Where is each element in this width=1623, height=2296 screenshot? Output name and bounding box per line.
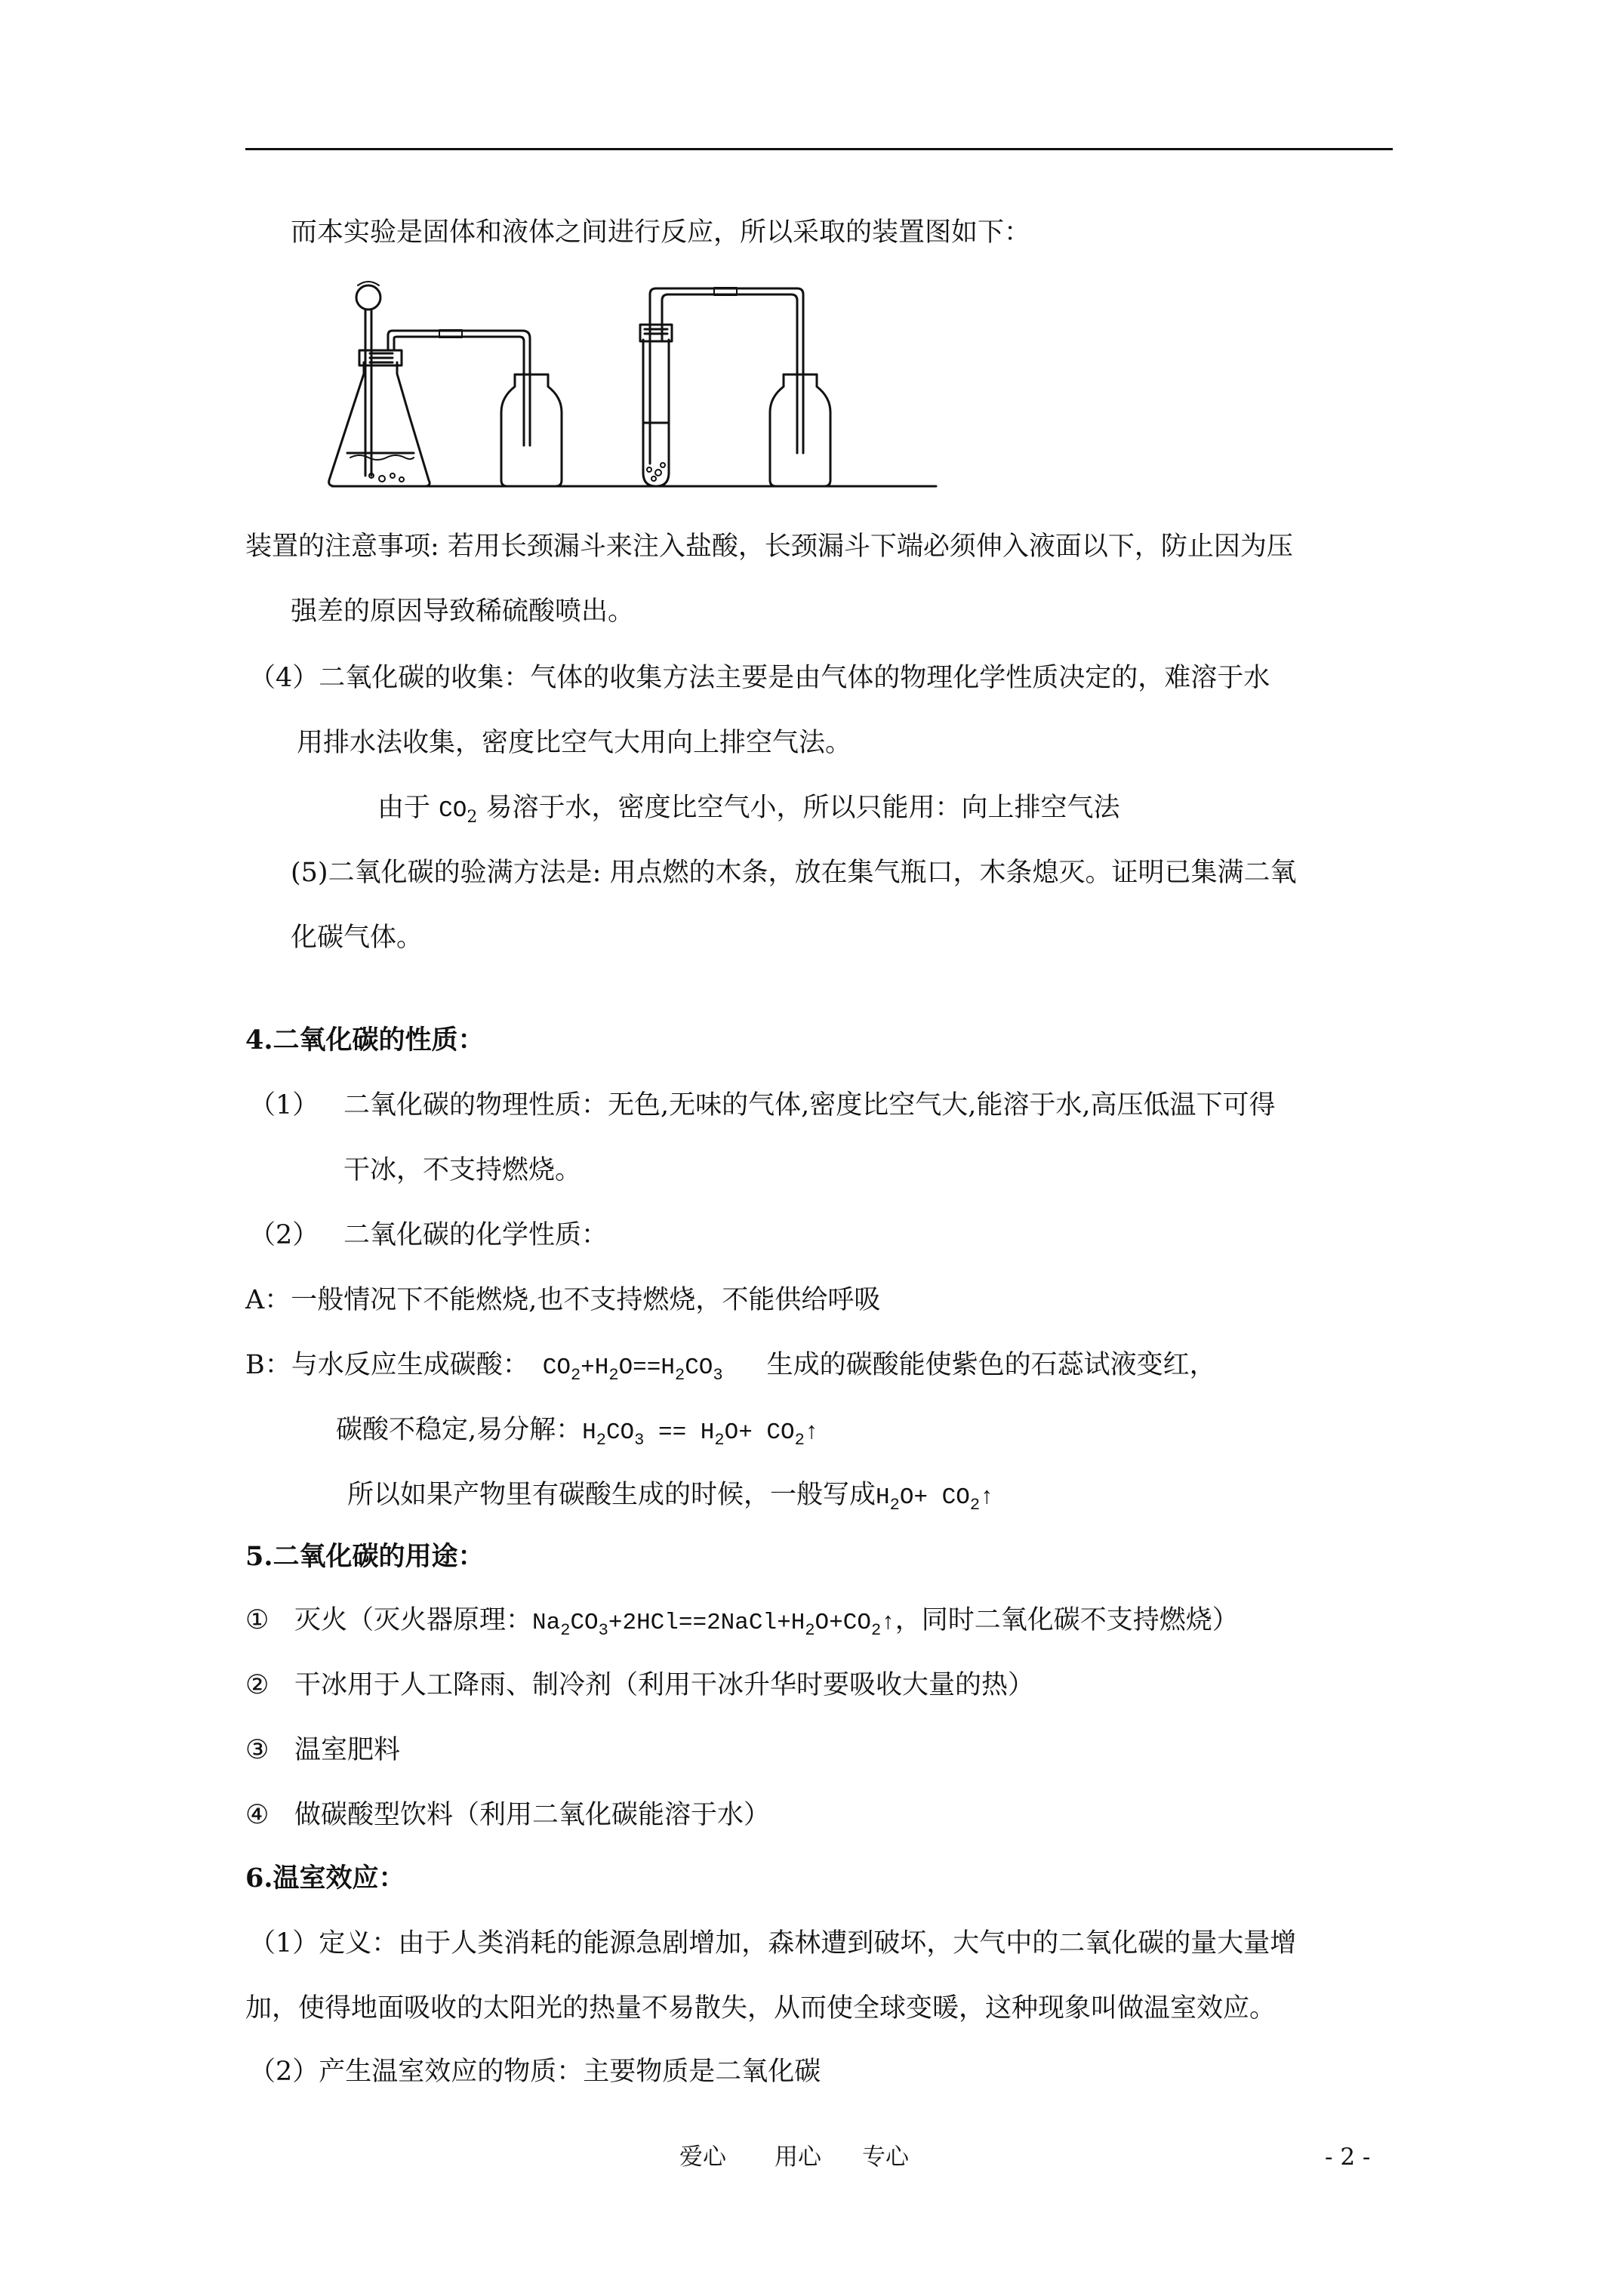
intro-text: 而本实验是固体和液体之间进行反应，所以采取的装置图如下： xyxy=(291,217,1031,248)
property-2-number: （2） xyxy=(249,1220,319,1250)
greenhouse-substance: （2）产生温室效应的物质：主要物质是二氧化碳 xyxy=(249,2057,821,2087)
gas-jar-1 xyxy=(501,374,562,486)
long-neck-funnel xyxy=(356,282,380,476)
property-b: B：与水反应生成碳酸： $CO_2+H_2O==H_2CO_3$ 生成的碳酸能使紫色的石蕊试液变红， xyxy=(245,1350,1216,1385)
verify-line-2: 化碳气体。 xyxy=(291,923,423,953)
section-6-heading: 6.温室效应： xyxy=(245,1863,405,1894)
use-3-text: 温室肥料 xyxy=(294,1735,401,1765)
page-number: - 2 - xyxy=(1325,2143,1371,2171)
conical-flask xyxy=(329,350,430,486)
property-1-number: （1） xyxy=(249,1090,319,1120)
use-2-text: 干冰用于人工降雨、制冷剂（利用干冰升华时要吸收大量的热） xyxy=(294,1670,1035,1700)
footer-motto-3: 专心 xyxy=(862,2143,909,2171)
product-note: 所以如果产物里有碳酸生成的时候，一般写成$H_2O+$ $CO_2↑$ xyxy=(347,1480,994,1515)
property-a: A：一般情况下不能燃烧,也不支持燃烧，不能供给呼吸 xyxy=(245,1285,881,1315)
use-4-text: 做碳酸型饮料（利用二氧化碳能溶于水） xyxy=(294,1800,771,1830)
notes-line-2: 强差的原因导致稀硫酸喷出。 xyxy=(291,596,635,627)
use-1-text: 灭火（灭火器原理：$Na_2CO_3+2HCl==2NaCl+H_2O+CO_2↑$，同时二氧化碳不支持燃烧） xyxy=(294,1605,1239,1640)
delivery-tube-2 xyxy=(650,288,803,453)
footer-motto-2: 用心 xyxy=(775,2143,821,2171)
footer-motto-1: 爱心 xyxy=(679,2143,726,2171)
definition-line-2: 加，使得地面吸收的太阳光的热量不易散失，从而使全球变暖，这种现象叫做温室效应。 xyxy=(245,1993,1277,2023)
use-3-number: ③ xyxy=(245,1735,269,1765)
property-1-text: 二氧化碳的物理性质：无色,无味的气体,密度比空气大,能溶于水,高压低温下可得 xyxy=(343,1090,1276,1120)
section-5-heading: 5.二氧化碳的用途： xyxy=(245,1541,485,1572)
gas-jar-2 xyxy=(770,374,830,486)
property-2-text: 二氧化碳的化学性质： xyxy=(343,1220,608,1250)
collect-line-3: 由于 $CO_2$ 易溶于水，密度比空气小，所以只能用：向上排空气法 xyxy=(377,793,1120,827)
collect-line-1: （4）二氧化碳的收集：气体的收集方法主要是由气体的物理化学性质决定的，难溶于水 xyxy=(249,663,1270,693)
delivery-tube-1 xyxy=(388,330,530,445)
property-1-continued: 干冰，不支持燃烧。 xyxy=(343,1155,582,1185)
notes-line-1: 装置的注意事项: 若用长颈漏斗来注入盐酸，长颈漏斗下端必须伸入液面以下，防止因为压 xyxy=(245,532,1293,562)
section-4-heading: 4.二氧化碳的性质： xyxy=(245,1025,485,1056)
collect-line-2: 用排水法收集，密度比空气大用向上排空气法。 xyxy=(297,728,852,758)
header-rule xyxy=(245,148,1393,150)
use-4-number: ④ xyxy=(245,1800,269,1830)
verify-line-1: (5)二氧化碳的验满方法是: 用点燃的木条，放在集气瓶口，木条熄灭。证明已集满二氧 xyxy=(291,858,1297,888)
definition-line-1: （1）定义：由于人类消耗的能源急剧增加，森林遭到破坏，大气中的二氧化碳的量大量增 xyxy=(249,1928,1297,1959)
carbonic-acid-decompose: 碳酸不稳定,易分解：$H_2CO_3 == H_2O+$ $CO_2↑$ xyxy=(336,1415,819,1450)
co2-apparatus-diagram xyxy=(317,272,1359,498)
use-2-number: ② xyxy=(245,1670,269,1700)
test-tube xyxy=(640,317,672,486)
use-1-number: ① xyxy=(245,1605,269,1635)
